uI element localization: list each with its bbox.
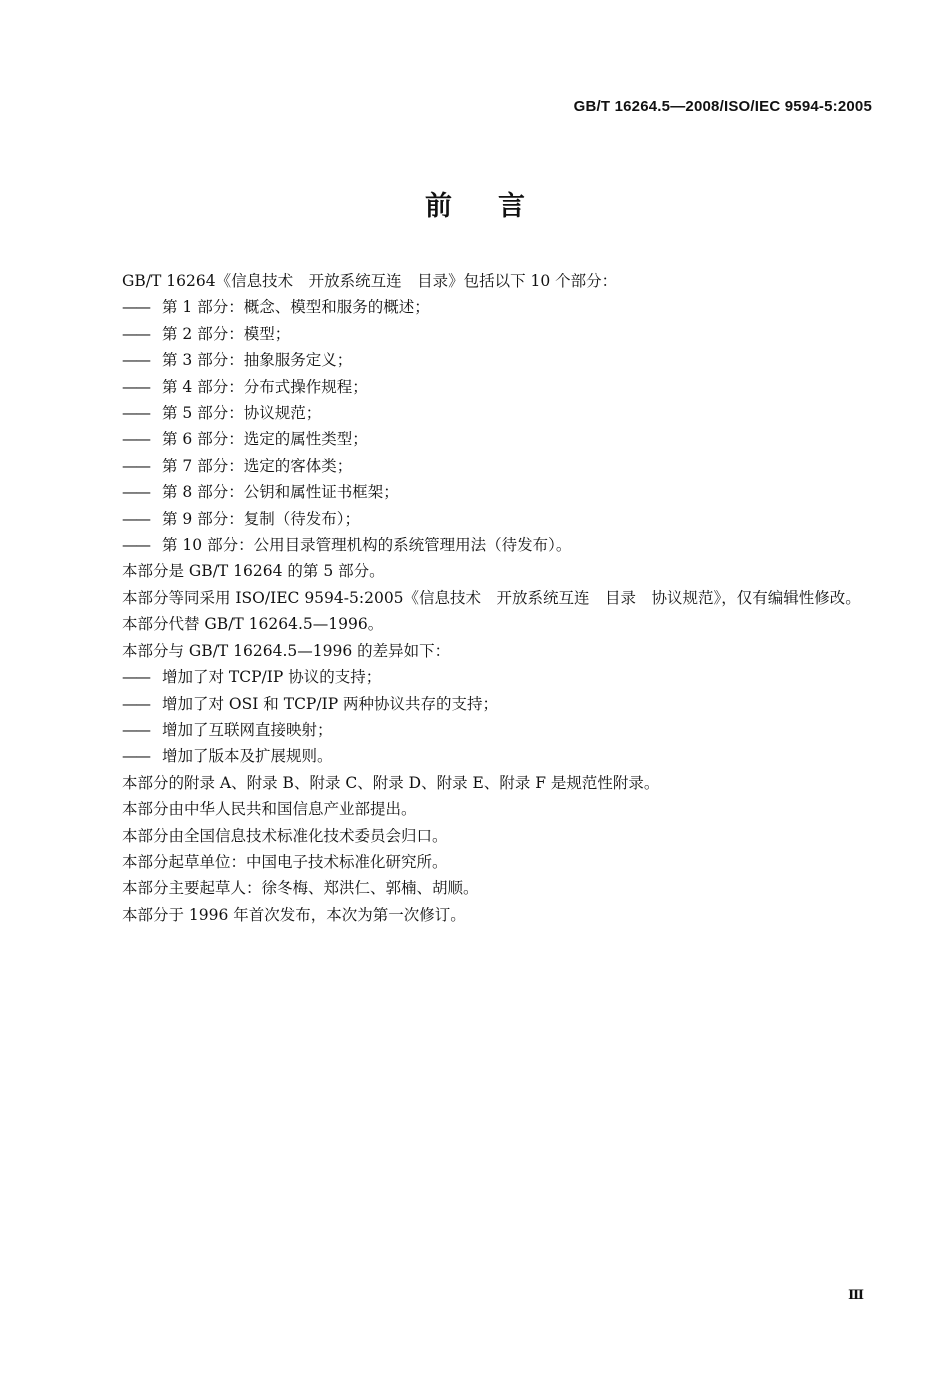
replaces-paragraph: 本部分代替 GB/T 16264.5—1996。: [122, 615, 384, 634]
page-number: Ⅲ: [848, 1288, 864, 1303]
list-item: [91, 479, 877, 505]
part-item: 第 1 部分：概念、模型和服务的概述；: [162, 298, 430, 317]
list-item: [91, 453, 877, 479]
dash: ——: [122, 298, 149, 317]
intro-paragraph: GB/T 16264《信息技术 开放系统互连 目录》包括以下 10 个部分：: [122, 272, 618, 290]
dash: ——: [122, 509, 149, 528]
part-item: 第 5 部分：协议规范；: [162, 404, 322, 423]
part-item: 第 8 部分：公钥和属性证书框架；: [162, 483, 399, 502]
difference-item: 增加了对 TCP/IP 协议的支持；: [162, 668, 382, 687]
difference-item: 增加了版本及扩展规则。: [162, 747, 333, 766]
dash: ——: [122, 456, 149, 475]
list-item: [91, 347, 877, 373]
part-item: 第 9 部分：复制（待发布）；: [162, 509, 360, 528]
standard-number-header: GB/T 16264.5—2008/ISO/IEC 9594-5:2005: [573, 98, 872, 115]
list-item: [91, 400, 877, 426]
dash: ——: [122, 324, 149, 343]
list-item: [91, 691, 877, 717]
centralized-by-paragraph: 本部分由全国信息技术标准化技术委员会归口。: [122, 826, 448, 845]
dash: ——: [122, 351, 149, 370]
part-item: 第 6 部分：选定的属性类型；: [162, 430, 368, 449]
part-item: 第 2 部分：模型；: [162, 324, 291, 343]
difference-item: 增加了对 OSI 和 TCP/IP 两种协议共存的支持；: [162, 694, 499, 713]
list-item: [91, 321, 877, 347]
dash: ——: [122, 668, 149, 687]
page-title: 前言: [425, 191, 571, 222]
dash: ——: [122, 483, 149, 502]
dash: ——: [122, 747, 149, 766]
dash: ——: [122, 430, 149, 449]
dash: ——: [122, 694, 149, 713]
part-item: 第 7 部分：选定的客体类；: [162, 456, 353, 475]
list-item: [91, 426, 877, 452]
dash: ——: [122, 404, 149, 423]
drafters-paragraph: 本部分主要起草人：徐冬梅、郑洪仁、郭楠、胡顺。: [122, 879, 479, 898]
drafting-unit-paragraph: 本部分起草单位：中国电子技术标准化研究所。: [122, 852, 448, 871]
difference-item: 增加了互联网直接映射；: [162, 720, 333, 739]
list-item: [91, 743, 877, 769]
differences-intro-paragraph: 本部分与 GB/T 16264.5—1996 的差异如下：: [122, 641, 451, 660]
dash: ——: [122, 377, 149, 396]
foreword-body: [91, 268, 877, 928]
part-item: 第 10 部分：公用目录管理机构的系统管理用法（待发布）。: [162, 536, 572, 555]
part-item: 第 3 部分：抽象服务定义；: [162, 351, 353, 370]
history-paragraph: 本部分于 1996 年首次发布，本次为第一次修订。: [122, 905, 466, 924]
list-item: [91, 717, 877, 743]
list-item: [91, 294, 877, 320]
this-part-paragraph: 本部分是 GB/T 16264 的第 5 部分。: [122, 562, 385, 581]
list-item: [91, 374, 877, 400]
list-item: [91, 664, 877, 690]
part-item: 第 4 部分：分布式操作规程；: [162, 377, 368, 396]
dash: ——: [122, 536, 149, 555]
proposed-by-paragraph: 本部分由中华人民共和国信息产业部提出。: [122, 800, 417, 819]
annexes-paragraph: 本部分的附录 A、附录 B、附录 C、附录 D、附录 E、附录 F 是规范性附录。: [122, 773, 660, 792]
list-item: [91, 506, 877, 532]
equivalence-paragraph: 本部分等同采用 ISO/IEC 9594-5:2005《信息技术 开放系统互连 目录 协议规范》，仅有编辑性修改。: [122, 588, 861, 607]
dash: ——: [122, 720, 149, 739]
list-item: [91, 532, 877, 558]
